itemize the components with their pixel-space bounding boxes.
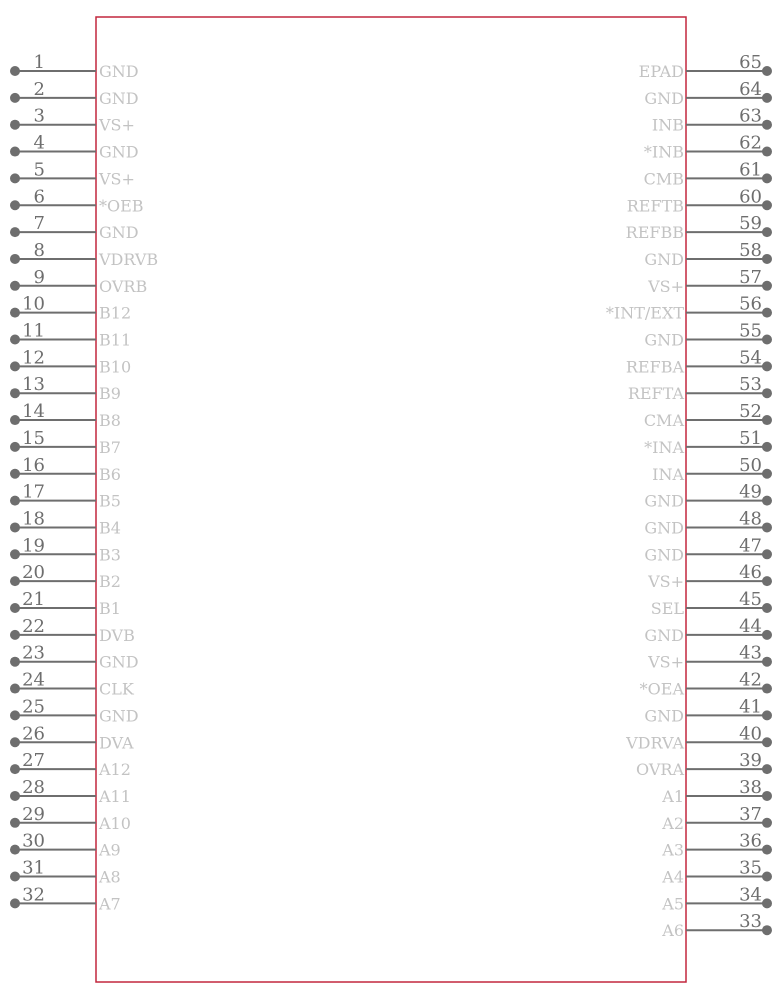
pin-dot [10,872,20,882]
pin-number: 45 [739,589,762,610]
pin-name: VDRVA [626,733,684,753]
pin-dot [10,710,20,720]
pin-55 [644,321,772,350]
pin-dot [762,522,772,532]
pin-name: GND [99,142,139,162]
pin-name: OVRB [99,276,148,296]
pin-dot [10,764,20,774]
pin-4 [10,133,139,162]
pin-name: GND [644,625,684,645]
pin-dot [762,737,772,747]
pin-number: 8 [33,239,45,261]
ic-body-outline [96,17,686,982]
pin-number: 48 [739,508,762,530]
pin-dot [10,361,20,371]
pin-29 [10,804,131,833]
pin-20 [10,562,121,591]
pin-dot [762,657,772,667]
pin-name: A1 [662,786,684,806]
pin-9 [10,267,147,296]
pin-dot [10,254,20,264]
pin-41 [644,696,772,725]
pin-number: 13 [22,374,45,396]
pin-60 [627,186,772,215]
pin-dot [10,388,20,398]
pin-63 [652,106,772,135]
pin-number: 36 [739,830,762,852]
pin-number: 52 [739,401,762,423]
pin-number: 33 [739,911,762,933]
pin-35 [661,858,772,887]
pin-number: 58 [739,239,762,261]
pin-number: 23 [22,642,45,664]
pin-name: GND [99,223,139,243]
pin-name: *INB [643,142,684,162]
pin-dot [10,281,20,291]
pin-number: 56 [739,293,762,315]
pin-48 [644,508,772,537]
pin-number: 31 [22,857,45,879]
pin-name: REFTB [626,196,684,216]
pin-31 [10,858,121,887]
pin-dot [762,791,772,801]
pin-number: 40 [739,723,762,745]
pin-name: GND [99,88,139,108]
pin-dot [10,818,20,828]
pin-dot [762,66,772,76]
pin-number: 4 [33,132,45,154]
pin-number: 6 [33,186,45,208]
pin-dot [10,737,20,747]
pin-name: DVB [99,625,135,645]
pin-number: 30 [22,830,45,852]
pin-name: B3 [99,545,121,565]
pin-number: 9 [33,266,45,288]
pin-56 [606,294,772,323]
pin-dot [10,308,20,318]
pin-number: 39 [739,750,762,772]
pin-dot [762,254,772,264]
pin-51 [644,428,772,457]
pin-number: 17 [22,481,45,503]
pin-45 [651,589,772,618]
pin-dot [762,120,772,130]
pin-38 [661,777,772,806]
pin-2 [10,79,139,108]
pin-47 [644,535,772,564]
pin-52 [644,401,772,430]
pin-32 [10,884,121,913]
pin-name: VS+ [648,276,684,296]
pin-name: B2 [99,572,121,592]
pin-dot [762,469,772,479]
pin-number: 64 [739,78,762,100]
pin-10 [10,294,131,323]
pin-33 [661,911,772,940]
pin-name: *INT/EXT [605,303,684,323]
pin-name: A4 [662,867,684,887]
pin-25 [10,696,139,725]
pin-dot [10,66,20,76]
pin-name: A9 [99,840,121,860]
pin-number: 49 [739,481,762,503]
pin-21 [10,589,121,618]
pin-64 [644,79,772,108]
pin-name: B9 [99,384,121,404]
pin-number: 25 [22,696,45,718]
pin-dot [762,630,772,640]
pin-number: 62 [739,132,762,154]
pin-dot [762,388,772,398]
pin-dot [10,147,20,157]
pin-name: GND [644,330,684,350]
pin-dot [762,925,772,935]
pin-name: A12 [99,760,131,780]
left-pin-group [10,52,158,913]
pin-name: GND [99,652,139,672]
pin-dot [762,308,772,318]
pin-name: B5 [99,491,121,511]
pin-57 [647,267,772,296]
pin-name: A8 [99,867,121,887]
pin-number: 37 [739,803,762,825]
pin-name: GND [99,62,139,81]
pin-24 [10,670,135,699]
pin-dot [762,845,772,855]
pin-dot [762,173,772,183]
pin-number: 16 [22,454,45,476]
pin-name: *OEB [99,196,144,216]
pin-number: 35 [739,857,762,879]
pin-number: 41 [739,696,762,718]
pin-dot [762,93,772,103]
pin-number: 15 [22,427,45,449]
pin-dot [762,576,772,586]
pin-dot [762,549,772,559]
pin-number: 5 [33,159,45,181]
pin-number: 65 [739,52,762,73]
pin-name: REFTA [627,384,684,404]
pin-number: 27 [22,750,45,772]
pin-6 [10,186,144,215]
pin-23 [10,643,139,672]
pin-1 [10,52,139,81]
pin-name: VS+ [99,169,135,189]
pin-58 [644,240,772,269]
pin-number: 32 [22,884,45,906]
pin-number: 19 [22,535,45,557]
pin-number: 44 [739,615,762,637]
pin-name: B11 [99,330,132,350]
pin-number: 3 [33,105,45,127]
pin-dot [762,361,772,371]
pin-number: 53 [739,374,762,396]
pin-dot [10,845,20,855]
pin-number: 61 [739,159,762,181]
pin-dot [10,898,20,908]
pin-name: *INA [644,437,684,457]
pin-28 [10,777,131,806]
pin-name: VDRVB [99,249,159,269]
pin-dot [10,603,20,613]
pin-name: B7 [99,437,121,457]
pin-name: B4 [99,518,121,538]
pin-27 [10,750,131,779]
pin-3 [10,106,135,135]
pin-dot [762,227,772,237]
pin-53 [628,374,772,403]
pin-name: VS+ [99,115,135,135]
pin-dot [10,576,20,586]
pin-65 [639,52,772,81]
pin-name: CMB [643,169,684,189]
pin-dot [762,147,772,157]
pin-dot [10,469,20,479]
pin-name: GND [99,706,139,726]
pin-dot [762,281,772,291]
pin-name: REFBA [625,357,684,377]
pin-42 [640,670,772,699]
pin-16 [10,455,121,484]
pin-number: 60 [739,186,762,208]
pin-54 [626,347,772,376]
pin-dot [762,200,772,210]
pin-name: GND [644,249,684,269]
pin-number: 46 [739,562,762,584]
pin-dot [762,872,772,882]
pin-name: B6 [99,464,121,484]
pin-dot [762,442,772,452]
pin-14 [10,401,121,430]
pin-dot [10,684,20,694]
pin-dot [10,227,20,237]
pin-number: 1 [33,52,45,73]
pin-dot [762,764,772,774]
pin-name: A7 [99,894,121,914]
pin-dot [762,335,772,345]
pin-number: 59 [739,213,762,235]
pin-dot [10,335,20,345]
pin-40 [625,723,772,752]
pin-number: 47 [739,535,762,557]
pin-26 [10,723,134,752]
pin-name: GND [644,491,684,511]
right-pin-group [606,52,772,940]
pin-number: 57 [739,266,762,288]
pin-name: A3 [662,840,684,860]
pin-name: VS+ [648,652,684,672]
pin-name: GND [644,88,684,108]
pin-name: DVA [99,733,134,753]
pin-name: A10 [99,813,131,833]
pin-name: REFBB [625,223,684,243]
pin-number: 20 [22,562,45,584]
pin-name: INB [651,115,684,135]
pin-name: OVRA [636,760,684,780]
pin-59 [626,213,772,242]
pin-number: 43 [739,642,762,664]
pin-number: 34 [739,884,762,906]
pin-15 [10,428,121,457]
pin-name: CMA [643,411,684,431]
pin-dot [10,657,20,667]
pin-dot [762,496,772,506]
pin-number: 63 [739,105,762,127]
pin-dot [10,442,20,452]
pin-number: 55 [739,320,762,342]
pin-dot [10,791,20,801]
pin-name: B8 [99,411,121,431]
pin-7 [10,213,139,242]
pin-dot [762,415,772,425]
pin-19 [10,535,121,564]
pin-number: 42 [739,669,762,691]
pin-11 [10,321,131,350]
pin-17 [10,482,121,511]
pin-number: 24 [22,669,45,691]
pin-44 [644,616,772,645]
pin-13 [10,374,121,403]
pin-22 [10,616,135,645]
pin-39 [636,750,772,779]
pin-dot [762,818,772,828]
pin-number: 29 [22,803,45,825]
pin-62 [644,133,772,162]
pin-46 [647,562,772,591]
pin-36 [661,831,772,860]
pin-dot [10,120,20,130]
pin-5 [10,159,135,188]
pin-37 [661,804,772,833]
pin-name: *OEA [639,679,684,699]
pin-dot [762,710,772,720]
pin-number: 50 [739,454,762,476]
pin-number: 18 [22,508,45,530]
pin-name: GND [644,518,684,538]
pin-name: A5 [662,894,684,914]
pin-number: 21 [22,589,45,610]
pin-number: 14 [22,401,45,423]
pin-name: GND [644,545,684,565]
pin-name: A11 [99,786,131,806]
pin-name: A2 [662,813,684,833]
pin-30 [10,831,121,860]
pin-43 [647,643,772,672]
pin-name: B10 [99,357,132,377]
pin-name: CLK [99,679,134,699]
pin-name: SEL [650,599,684,618]
pin-49 [644,482,772,511]
pin-number: 38 [739,776,762,798]
pin-dot [10,496,20,506]
pin-number: 11 [22,320,45,342]
pin-dot [10,415,20,425]
pin-number: 2 [33,78,45,100]
pin-dot [10,173,20,183]
pin-number: 7 [33,213,45,235]
pin-dot [10,630,20,640]
pin-name: EPAD [638,62,684,81]
pin-number: 54 [739,347,762,369]
pin-number: 12 [22,347,45,369]
pin-number: 26 [22,723,45,745]
pin-name: VS+ [648,572,684,592]
pin-name: B12 [99,303,132,323]
pin-12 [10,347,131,376]
pin-dot [10,549,20,559]
pin-number: 28 [22,776,45,798]
pin-name: INA [652,464,684,484]
pin-name: A6 [662,921,684,941]
pin-50 [652,455,772,484]
pin-dot [10,200,20,210]
pin-dot [762,603,772,613]
pin-61 [644,159,772,188]
pin-dot [762,898,772,908]
pin-dot [10,522,20,532]
pin-dot [10,93,20,103]
pin-name: B1 [99,599,121,618]
pin-dot [762,684,772,694]
pin-34 [661,884,772,913]
pin-8 [10,240,158,269]
pin-18 [10,508,121,537]
pin-number: 51 [739,427,762,449]
pin-number: 22 [22,615,45,637]
pin-number: 10 [22,293,45,315]
pin-name: GND [644,706,684,726]
